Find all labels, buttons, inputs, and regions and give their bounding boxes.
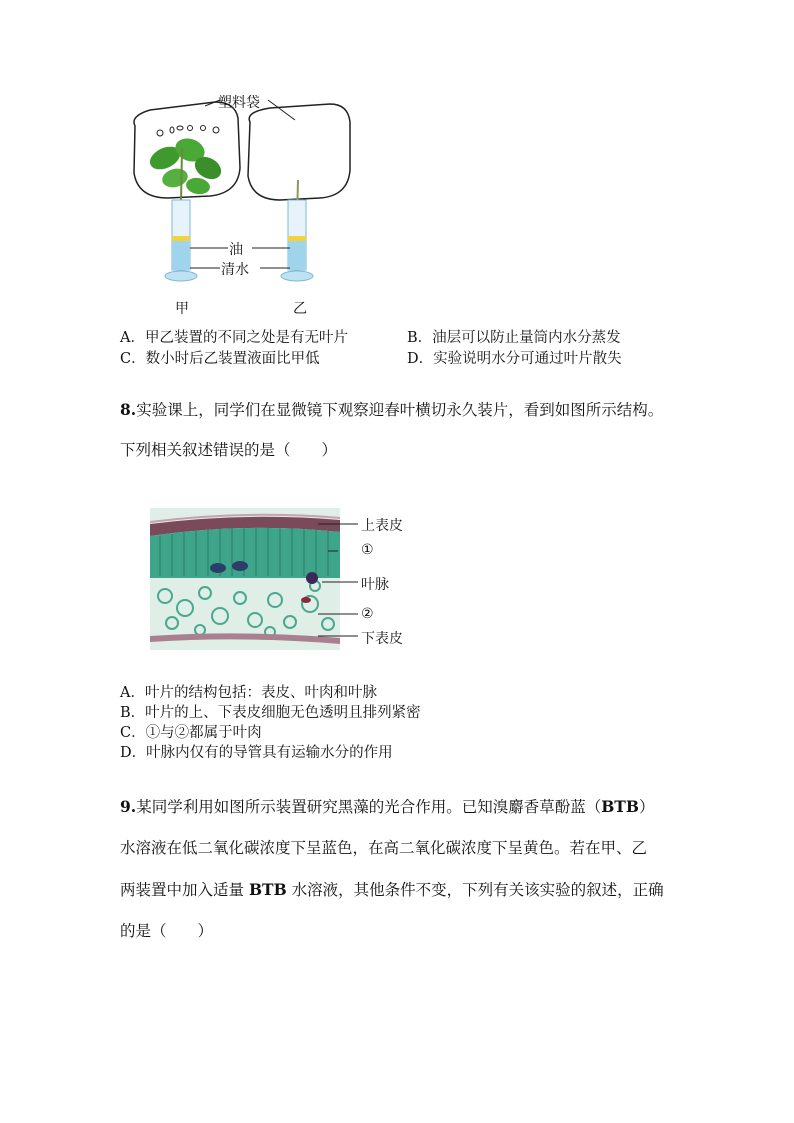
label-water: 清水 (221, 262, 249, 278)
q7-option-b: B．油层可以防止量筒内水分蒸发 (407, 330, 621, 346)
label-lower-epidermis: 下表皮 (361, 631, 403, 647)
figure-plant-bags (120, 88, 380, 318)
q8-line-2: 下列相关叙述错误的是（ ） (120, 441, 338, 459)
q9-stem-1a: 某同学利用如图所示装置研究黑藻的光合作用。已知溴麝香草酚蓝（ (136, 798, 602, 816)
q9-stem-1c: ） (638, 798, 655, 816)
label-jia: 甲 (175, 301, 189, 317)
figure-leaf-section (150, 508, 340, 650)
q9-line-2: 水溶液在低二氧化碳浓度下呈蓝色，在高二氧化碳浓度下呈黄色。若在甲、乙 (120, 839, 648, 857)
q8-option-d: D．叶脉内仅有的导管具有运输水分的作用 (120, 745, 393, 761)
q8-option-a: A．叶片的结构包括：表皮、叶肉和叶脉 (120, 685, 377, 701)
q8-line-1 (120, 398, 663, 420)
q9-stem-3c: 水溶液，其他条件不变，下列有关该实验的叙述，正确 (286, 881, 664, 899)
q7-option-d: D．实验说明水分可通过叶片散失 (407, 351, 622, 367)
label-1: ① (361, 542, 374, 558)
leaf-section-micrograph (150, 508, 340, 650)
q9-line-1 (120, 795, 654, 817)
q8-option-b: B．叶片的上、下表皮细胞无色透明且排列紧密 (120, 705, 421, 721)
q9-number: 9. (120, 797, 137, 816)
q9-btb-1: BTB (601, 797, 639, 816)
q9-line-4: 的是（ ） (120, 922, 214, 940)
label-plastic-bag: 塑料袋 (218, 95, 260, 111)
q8-option-c: C．①与②都属于叶肉 (120, 725, 262, 741)
label-2: ② (361, 606, 374, 622)
label-upper-epidermis: 上表皮 (361, 518, 403, 534)
label-oil: 油 (229, 242, 243, 258)
label-yi: 乙 (293, 301, 307, 317)
q7-option-a: A．甲乙装置的不同之处是有无叶片 (120, 330, 348, 346)
q9-line-3 (120, 878, 664, 900)
label-vein: 叶脉 (361, 577, 389, 593)
q9-btb-2: BTB (248, 880, 287, 899)
q7-option-c: C．数小时后乙装置液面比甲低 (120, 351, 320, 367)
q8-number: 8. (120, 400, 137, 419)
q9-stem-3a: 两装置中加入适量 (120, 881, 249, 899)
leaf-leader-lines (318, 516, 358, 646)
q8-stem-1: 实验课上，同学们在显微镜下观察迎春叶横切永久装片，看到如图所示结构。 (136, 401, 664, 419)
plant-bags-drawing (120, 88, 380, 318)
